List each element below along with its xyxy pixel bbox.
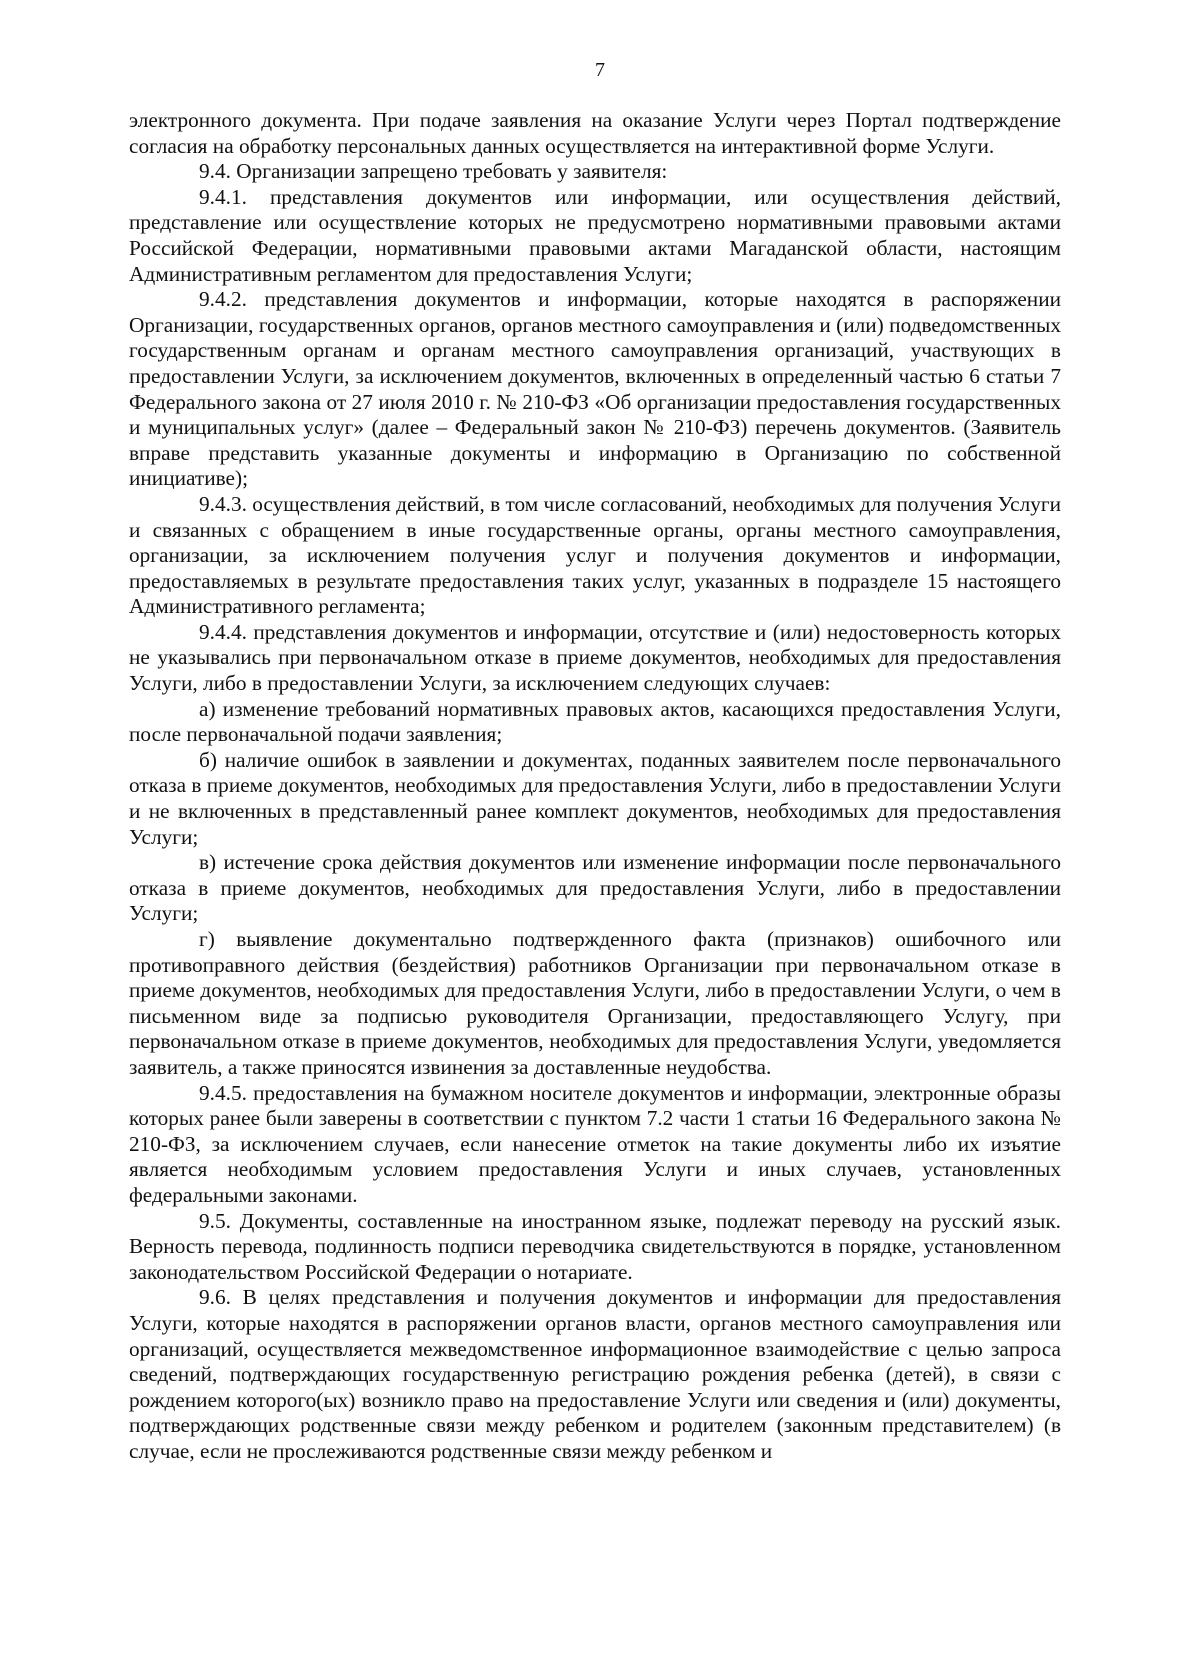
paragraph-item-a: а) изменение требований нормативных правовых актов, касающихся предоставления Услуги, после первоначальной подачи заявления; [129, 696, 1061, 747]
paragraph-item-b: б) наличие ошибок в заявлении и документах, поданных заявителем после первоначального отказа в приеме документов, необходимых для предоставления Услуги, либо в предоставлении Услуги и не включенных в представленный ранее комплект документов, необходимых для предоставления Услуги; [129, 747, 1061, 849]
paragraph-item-v: в) истечение срока действия документов или изменение информации после первоначального отказа в приеме документов, необходимых для предоставления Услуги, либо в предоставлении Услуги; [129, 850, 1061, 926]
page-number: 7 [595, 59, 605, 81]
paragraph-9-4-4: 9.4.4. представления документов и информации, отсутствие и (или) недостоверность которых не указывались при первоначальном отказе в приеме документов, необходимых для предоставления Услуги, либо в предоставлении Услуги, за исключением следующих случаев: [129, 619, 1061, 696]
paragraph-9-4-3: 9.4.3. осуществления действий, в том числе согласований, необходимых для получения Услуги и связанных с обращением в иные государственные органы, органы местного самоуправления, организации, за исключением получения услуг и получения документов и информации, предоставляемых в результате предоставления таких услуг, указанных в подразделе 15 настоящего Административного регламента; [129, 491, 1061, 619]
paragraph-9-4: 9.4. Организации запрещено требовать у заявителя: [199, 159, 668, 184]
paragraph-9-5: 9.5. Документы, составленные на иностранном языке, подлежат переводу на русский язык. Верность перевода, подлинность подписи переводчика свидетельствуются в порядке, установленном законодательством Российской Федерации о нотариате. [129, 1208, 1061, 1284]
paragraph-continuation: электронного документа. При подаче заявления на оказание Услуги через Портал подтверждение согласия на обработку персональных данных осуществляется на интерактивной форме Услуги. [129, 108, 1061, 158]
paragraph-9-4-1: 9.4.1. представления документов или информации, или осуществления действий, представление или осуществление которых не предусмотрено нормативными правовыми актами Российской Федерации, нормативными правовыми актами Магаданской области, настоящим Административным регламентом для предоставления Услуги; [129, 184, 1061, 286]
paragraph-9-4-5: 9.4.5. предоставления на бумажном носителе документов и информации, электронные образы которых ранее были заверены в соответствии с пунктом 7.2 части 1 статьи 16 Федерального закона № 210-ФЗ, за исключением случаев, если нанесение отметок на такие документы либо их изъятие является необходимым условием предоставления Услуги и иных случаев, установленных федеральными законами. [129, 1080, 1061, 1207]
paragraph-item-g: г) выявление документально подтвержденного факта (признаков) ошибочного или противоправного действия (бездействия) работников Организации при первоначальном отказе в приеме документов, необходимых для предоставления Услуги, либо в предоставлении Услуги, о чем в письменном виде за подписью руководителя Организации, предоставляющего Услугу, при первоначальном отказе в приеме документов, необходимых для предоставления Услуги, уведомляется заявитель, а также приносятся извинения за доставленные неудобства. [129, 927, 1061, 1079]
document-body [129, 108, 1061, 1464]
paragraph-9-6: 9.6. В целях представления и получения документов и информации для предоставления Услуги, которые находятся в распоряжении органов власти, органов местного самоуправления или организаций, осуществляется межведомственное информационное взаимодействие с целью запроса сведений, подтверждающих государственную регистрацию рождения ребенка (детей), в связи с рождением которого(ых) возникло право на предоставление Услуги или сведения и (или) документы, подтверждающих родственные связи между ребенком и родителем (законным представителем) (в случае, если не прослеживаются родственные связи между ребенком и [129, 1285, 1061, 1463]
paragraph-9-4-2: 9.4.2. представления документов и информации, которые находятся в распоряжении Организации, государственных органов, органов местного самоуправления и (или) подведомственных государственным органам и органам местного самоуправления организаций, участвующих в предоставлении Услуги, за исключением документов, включенных в определенный частью 6 статьи 7 Федерального закона от 27 июля 2010 г. № 210-ФЗ «Об организации предоставления государственных и муниципальных услуг» (далее – Федеральный закон № 210-ФЗ) перечень документов. (Заявитель вправе представить указанные документы и информацию в Организацию по собственной инициативе); [129, 287, 1061, 491]
